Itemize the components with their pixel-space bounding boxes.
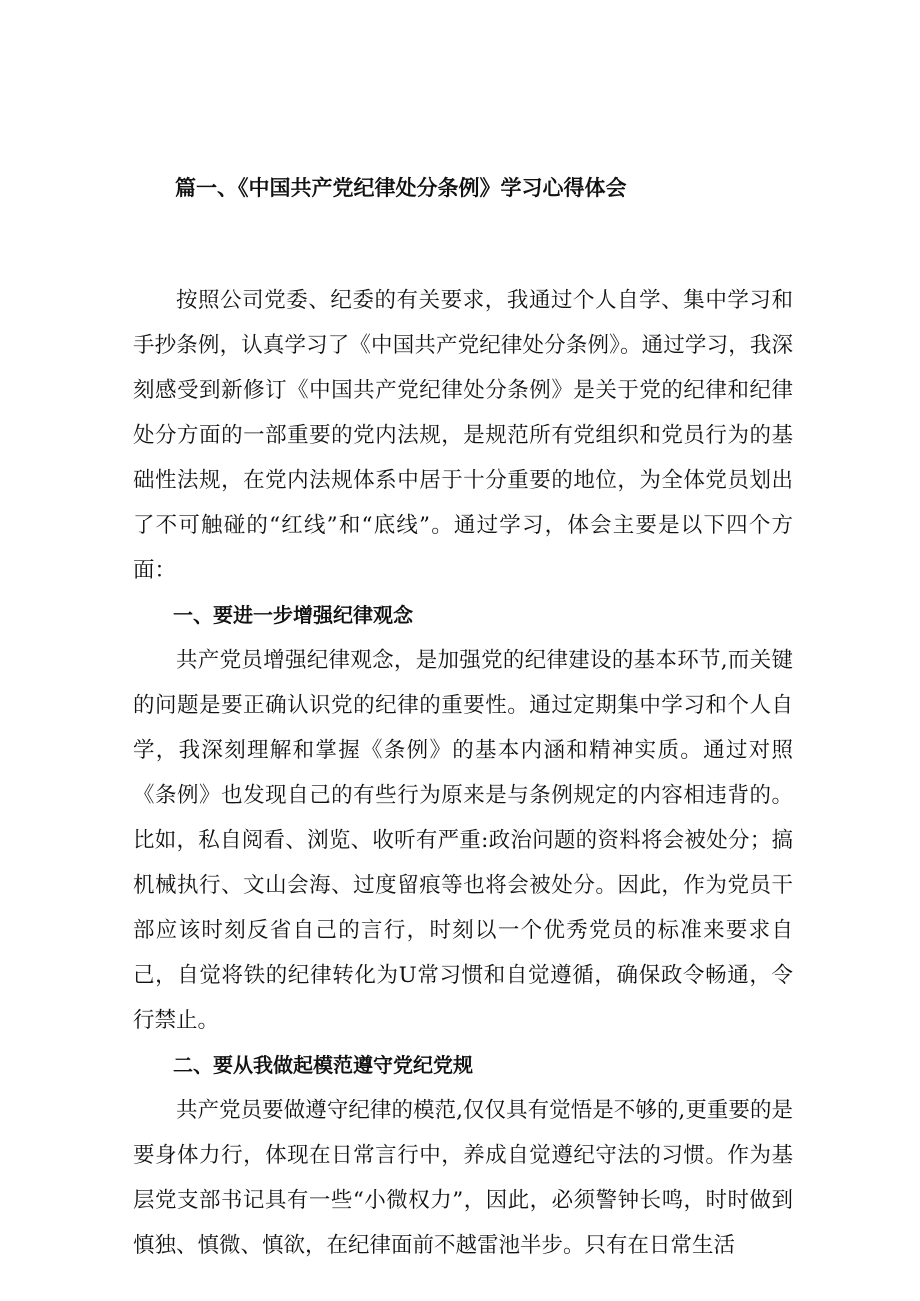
section-2-heading: 二、要从我做起模范遵守党纪党规 [173,1053,473,1077]
section-1-heading: 一、要进一步增强纪律观念 [173,603,413,627]
section-1-paragraph: 共产党员增强纪律观念，是加强党的纪律建设的基本环节,而关键的问题是要正确认识党的纪律的重要性。通过定期集中学习和个人自学，我深刻理解和掌握《条例》的基本内涵和精神实质。通过对照《条例》也发现自己的有些行为原来是与条例规定的内容相违背的。比如，私自阅看、浏览、收听有严重:政治问题的资料将会被处分；搞机械执行、文山会海、过度留痕等也将会被处分。因此，作为党员干部应该时刻反省自己的言行，时刻以一个优秀党员的标准来要求自己，自觉将铁的纪律转化为U常习惯和自觉遵循，确保政令畅通，令行禁止。 [133,648,793,1033]
document-body [133,278,793,1268]
intro-paragraph: 按照公司党委、纪委的有关要求，我通过个人自学、集中学习和手抄条例，认真学习了《中国共产党纪律处分条例》。通过学习，我深刻感受到新修订《中国共产党纪律处分条例》是关于党的纪律和纪律处分方面的一部重要的党内法规，是规范所有党组织和党员行为的基础性法规，在党内法规体系中居于十分重要的地位，为全体党员划出了不可触碰的“红线”和“底线”。通过学习，体会主要是以下四个方面： [133,288,793,583]
section-2-paragraph: 共产党员要做遵守纪律的模范,仅仅具有觉悟是不够的,更重要的是要身体力行，体现在日常言行中，养成自觉遵纪守法的习惯。作为基层党支部书记具有一些“小微权力”，因此，必须警钟长鸣，时时做到慎独、慎微、慎欲，在纪律面前不越雷池半步。只有在日常生活 [133,1098,793,1258]
document-title: 篇一、《中国共产党纪律处分条例》学习心得体会 [175,175,627,200]
